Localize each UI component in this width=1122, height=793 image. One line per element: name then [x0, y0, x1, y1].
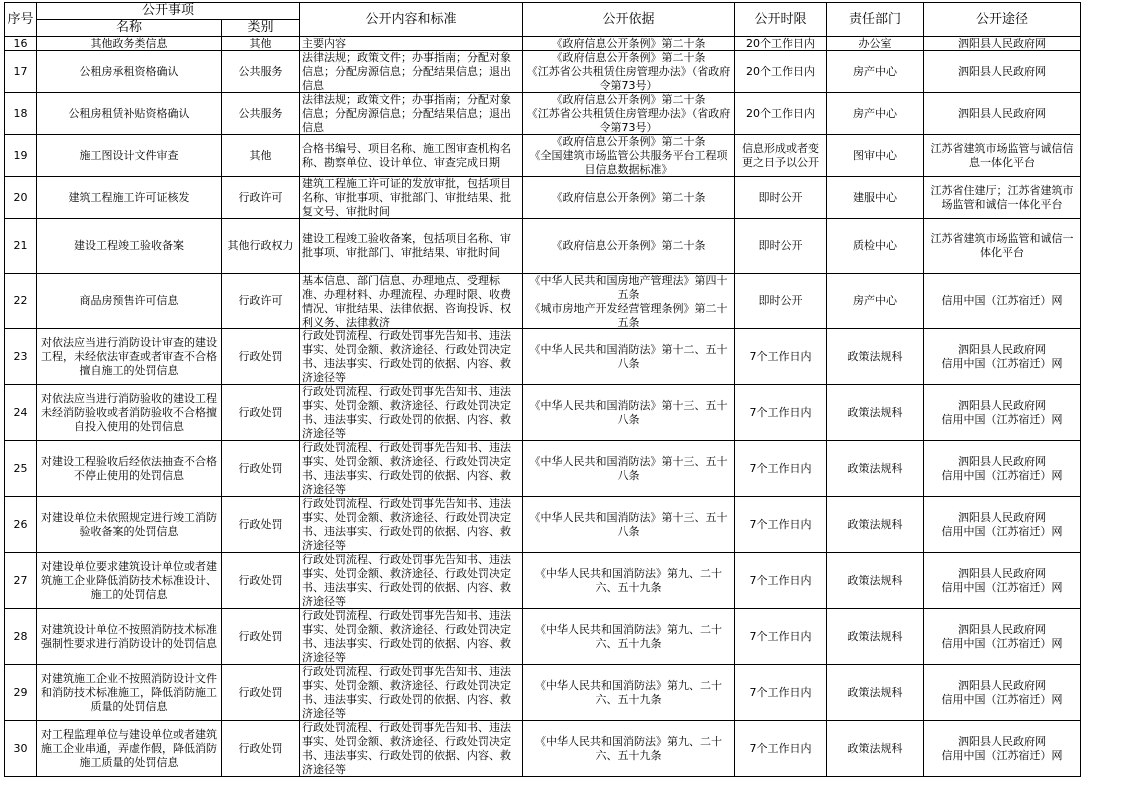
row-seq-text: 17 [13, 64, 28, 78]
row-category [222, 721, 300, 777]
row-content-text: 行政处罚流程、行政处罚事先告知书、违法事实、处罚金额、救济途径、行政处罚决定书、违法事实、行政处罚的依据、内容、救济途径等 [302, 609, 511, 664]
row-dept-text: 房产中心 [853, 64, 897, 78]
row-time [735, 553, 827, 609]
row-channel-text: 江苏省建筑市场监管与诚信信息一体化平台 [930, 141, 1074, 169]
row-seq [5, 219, 37, 274]
row-category-text: 公共服务 [238, 64, 283, 78]
row-time-text: 7个工作日内 [749, 741, 812, 755]
row-channel [924, 721, 1081, 777]
row-category [222, 177, 300, 219]
row-content-text: 行政处罚流程、行政处罚事先告知书、违法事实、处罚金额、救济途径、行政处罚决定书、违法事实、行政处罚的依据、内容、救济途径等 [302, 497, 511, 552]
header-name: 名称 [37, 20, 222, 37]
row-channel [924, 135, 1081, 177]
row-content-text: 行政处罚流程、行政处罚事先告知书、违法事实、处罚金额、救济途径、行政处罚决定书、违法事实、行政处罚的依据、内容、救济途径等 [302, 329, 511, 384]
row-channel-text: 泗阳县人民政府网 信用中国（江苏宿迁）网 [941, 622, 1063, 650]
row-channel [924, 219, 1081, 274]
row-seq [5, 609, 37, 665]
row-time [735, 93, 827, 135]
row-category-text: 行政处罚 [238, 517, 283, 531]
row-category-text: 行政处罚 [238, 349, 283, 363]
row-content-text: 行政处罚流程、行政处罚事先告知书、违法事实、处罚金额、救济途径、行政处罚决定书、违法事实、行政处罚的依据、内容、救济途径等 [302, 721, 511, 776]
row-seq [5, 665, 37, 721]
row-name [37, 665, 222, 721]
table-row [5, 665, 1081, 721]
row-channel [924, 553, 1081, 609]
row-name [37, 497, 222, 553]
row-content [300, 93, 523, 135]
row-category-text: 其他 [249, 37, 272, 50]
row-name [37, 329, 222, 385]
row-seq-text: 16 [13, 37, 28, 50]
row-basis [523, 51, 735, 93]
row-channel [924, 385, 1081, 441]
row-basis-text: 《中华人民共和国消防法》第九、二十六、五十九条 [535, 734, 722, 762]
row-dept-text: 政策法规科 [847, 349, 903, 363]
header-basis: 公开依据 [523, 3, 735, 37]
row-time [735, 51, 827, 93]
table-row [5, 93, 1081, 135]
row-category [222, 93, 300, 135]
row-category [222, 51, 300, 93]
row-name [37, 37, 222, 51]
row-dept-text: 房产中心 [853, 294, 897, 307]
row-basis [523, 497, 735, 553]
row-dept [827, 93, 924, 135]
row-category [222, 385, 300, 441]
row-seq [5, 329, 37, 385]
row-time-text: 即时公开 [758, 239, 803, 252]
row-content [300, 177, 523, 219]
row-basis-text: 《政府信息公开条例》第二十条 [551, 190, 706, 204]
row-name-text: 建筑工程施工许可证核发 [68, 190, 190, 204]
row-basis [523, 441, 735, 497]
row-seq [5, 721, 37, 777]
table-row [5, 274, 1081, 329]
row-basis-text: 《中华人民共和国消防法》第九、二十六、五十九条 [535, 622, 722, 650]
row-name [37, 135, 222, 177]
row-dept [827, 497, 924, 553]
row-name-text: 对依法应当进行消防验收的建设工程未经消防验收或者消防验收不合格擅自投入使用的处罚信息 [41, 391, 217, 433]
row-name-text: 对建设单位要求建筑设计单位或者建筑施工企业降低消防技术标准设计、施工的处罚信息 [41, 559, 217, 601]
row-basis [523, 135, 735, 177]
row-time-text: 20个工作日内 [746, 64, 815, 78]
row-dept [827, 274, 924, 329]
row-seq [5, 135, 37, 177]
row-content [300, 721, 523, 777]
row-seq-text: 19 [13, 148, 28, 162]
table-row [5, 721, 1081, 777]
row-channel-text: 泗阳县人民政府网 信用中国（江苏宿迁）网 [941, 454, 1063, 482]
row-channel-text: 泗阳县人民政府网 信用中国（江苏宿迁）网 [941, 678, 1063, 706]
row-name-text: 其他政务类信息 [90, 37, 168, 50]
header-seq: 序号 [5, 3, 37, 37]
row-channel [924, 51, 1081, 93]
row-seq-text: 22 [13, 294, 28, 307]
row-time-text: 20个工作日内 [746, 37, 815, 50]
row-category-text: 行政处罚 [238, 685, 283, 699]
row-content-text: 建筑工程施工许可证的发放审批，包括项目名称、审批事项、审批部门、审批结果、批复文号、审批时间 [302, 177, 511, 218]
row-dept-text: 图审中心 [853, 148, 897, 162]
row-seq-text: 23 [13, 349, 28, 363]
row-basis [523, 329, 735, 385]
row-category-text: 其他 [249, 148, 272, 162]
row-content [300, 609, 523, 665]
row-category-text: 行政许可 [238, 190, 283, 204]
row-basis-text: 《中华人民共和国消防法》第十三、五十八条 [529, 510, 728, 538]
header-public-item: 公开事项 [37, 3, 300, 20]
row-content [300, 497, 523, 553]
row-basis-text: 《政府信息公开条例》第二十条 《全国建筑市场监管公共服务平台工程项目信息数据标准》 [529, 135, 728, 176]
row-category-text: 行政处罚 [238, 461, 283, 475]
row-time [735, 609, 827, 665]
row-dept [827, 609, 924, 665]
row-basis-text: 《中华人民共和国房地产管理法》第四十五条 《城市房地产开发经营管理条例》第二十五条 [529, 274, 728, 328]
row-time [735, 385, 827, 441]
row-category [222, 441, 300, 497]
row-time [735, 177, 827, 219]
row-seq [5, 553, 37, 609]
header-dept: 责任部门 [827, 3, 924, 37]
row-basis-text: 《中华人民共和国消防法》第十三、五十八条 [529, 454, 728, 482]
row-name-text: 对工程监理单位与建设单位或者建筑施工企业串通，弄虚作假，降低消防施工质量的处罚信息 [41, 727, 217, 769]
header-content: 公开内容和标准 [300, 3, 523, 37]
row-category [222, 37, 300, 51]
row-channel [924, 609, 1081, 665]
row-name [37, 274, 222, 329]
row-channel [924, 665, 1081, 721]
row-channel-text: 泗阳县人民政府网 信用中国（江苏宿迁）网 [941, 398, 1063, 426]
row-seq [5, 37, 37, 51]
row-dept-text: 政策法规科 [847, 741, 903, 755]
row-content-text: 行政处罚流程、行政处罚事先告知书、违法事实、处罚金额、救济途径、行政处罚决定书、违法事实、行政处罚的依据、内容、救济途径等 [302, 553, 511, 608]
row-content [300, 665, 523, 721]
row-channel-text: 江苏省建筑市场监管和诚信一体化平台 [930, 232, 1074, 259]
row-time [735, 135, 827, 177]
row-name [37, 219, 222, 274]
row-dept-text: 房产中心 [853, 106, 897, 120]
row-channel-text: 泗阳县人民政府网 信用中国（江苏宿迁）网 [941, 734, 1063, 762]
row-name-text: 对依法应当进行消防设计审查的建设工程，未经依法审查或者审查不合格擅自施工的处罚信息 [41, 335, 217, 377]
row-dept [827, 553, 924, 609]
row-name-text: 施工图设计文件审查 [79, 148, 179, 162]
row-channel-text: 信用中国（江苏宿迁）网 [941, 294, 1063, 307]
row-time-text: 信息形成或者变更之日予以公开 [742, 141, 819, 169]
table-row [5, 37, 1081, 51]
row-channel-text: 泗阳县人民政府网 [958, 37, 1046, 50]
disclosure-table [4, 2, 1081, 777]
row-content [300, 553, 523, 609]
table-row [5, 553, 1081, 609]
row-time-text: 7个工作日内 [749, 629, 812, 643]
row-seq [5, 385, 37, 441]
row-dept-text: 政策法规科 [847, 685, 903, 699]
row-basis-text: 《政府信息公开条例》第二十条 《江苏省公共租赁住房管理办法》（省政府令第73号） [526, 93, 731, 134]
row-category-text: 行政许可 [238, 294, 283, 307]
row-category-text: 行政处罚 [238, 741, 283, 755]
row-basis-text: 《中华人民共和国消防法》第九、二十六、五十九条 [535, 566, 722, 594]
table-row [5, 177, 1081, 219]
row-basis-text: 《中华人民共和国消防法》第九、二十六、五十九条 [535, 678, 722, 706]
row-name [37, 553, 222, 609]
row-basis-text: 《政府信息公开条例》第二十条 [551, 239, 706, 252]
row-seq [5, 177, 37, 219]
row-basis-text: 《政府信息公开条例》第二十条 《江苏省公共租赁住房管理办法》（省政府令第73号） [526, 51, 731, 92]
row-basis [523, 665, 735, 721]
row-time [735, 497, 827, 553]
row-time [735, 329, 827, 385]
row-name-text: 对建设单位未依照规定进行竣工消防验收备案的处罚信息 [41, 510, 217, 538]
row-category [222, 553, 300, 609]
row-channel [924, 497, 1081, 553]
row-name-text: 建设工程竣工验收备案 [74, 239, 184, 252]
row-category [222, 274, 300, 329]
row-seq-text: 24 [13, 405, 28, 419]
row-channel [924, 177, 1081, 219]
row-content-text: 行政处罚流程、行政处罚事先告知书、违法事实、处罚金额、救济途径、行政处罚决定书、违法事实、行政处罚的依据、内容、救济途径等 [302, 385, 511, 440]
row-content-text: 法律法规；政策文件；办事指南；分配对象信息；分配房源信息；分配结果信息；退出信息 [302, 51, 511, 92]
row-channel [924, 274, 1081, 329]
row-dept [827, 135, 924, 177]
row-category [222, 497, 300, 553]
row-category-text: 行政处罚 [238, 629, 283, 643]
row-time-text: 7个工作日内 [749, 461, 812, 475]
row-time [735, 441, 827, 497]
row-dept [827, 665, 924, 721]
row-content [300, 441, 523, 497]
row-channel-text: 泗阳县人民政府网 [958, 64, 1046, 78]
row-name [37, 609, 222, 665]
row-basis [523, 385, 735, 441]
table-row [5, 609, 1081, 665]
row-seq [5, 93, 37, 135]
row-seq [5, 441, 37, 497]
row-channel-text: 泗阳县人民政府网 信用中国（江苏宿迁）网 [941, 566, 1063, 594]
row-dept [827, 329, 924, 385]
row-dept-text: 建服中心 [853, 190, 897, 204]
table-row [5, 329, 1081, 385]
row-time-text: 即时公开 [758, 294, 803, 307]
table-row [5, 219, 1081, 274]
row-dept-text: 政策法规科 [847, 405, 903, 419]
row-content [300, 274, 523, 329]
row-dept [827, 177, 924, 219]
row-channel [924, 93, 1081, 135]
row-time-text: 7个工作日内 [749, 685, 812, 699]
row-channel [924, 329, 1081, 385]
row-dept-text: 政策法规科 [847, 629, 903, 643]
table-row [5, 385, 1081, 441]
row-basis [523, 219, 735, 274]
table-row [5, 497, 1081, 553]
row-dept [827, 51, 924, 93]
row-category [222, 329, 300, 385]
row-name [37, 177, 222, 219]
row-seq-text: 25 [13, 461, 28, 475]
row-dept [827, 385, 924, 441]
row-channel-text: 江苏省住建厅；江苏省建筑市场监管和诚信一体化平台 [930, 183, 1074, 211]
row-time-text: 7个工作日内 [749, 573, 812, 587]
row-name [37, 385, 222, 441]
row-basis [523, 37, 735, 51]
row-time [735, 721, 827, 777]
row-name-text: 公租房租赁补贴资格确认 [68, 106, 190, 120]
row-category [222, 609, 300, 665]
row-content [300, 37, 523, 51]
row-time-text: 7个工作日内 [749, 349, 812, 363]
header-time: 公开时限 [735, 3, 827, 37]
row-name [37, 51, 222, 93]
row-dept-text: 政策法规科 [847, 461, 903, 475]
row-basis-text: 《中华人民共和国消防法》第十三、五十八条 [529, 398, 728, 426]
row-name-text: 商品房预售许可信息 [79, 294, 179, 307]
row-time-text: 7个工作日内 [749, 517, 812, 531]
row-name-text: 公租房承租资格确认 [79, 64, 179, 78]
row-dept [827, 219, 924, 274]
row-seq [5, 51, 37, 93]
row-content-text: 法律法规；政策文件；办事指南；分配对象信息；分配房源信息；分配结果信息；退出信息 [302, 93, 511, 134]
row-content-text: 行政处罚流程、行政处罚事先告知书、违法事实、处罚金额、救济途径、行政处罚决定书、违法事实、行政处罚的依据、内容、救济途径等 [302, 441, 511, 496]
row-basis [523, 609, 735, 665]
row-content [300, 135, 523, 177]
row-dept [827, 37, 924, 51]
row-name-text: 对建设工程验收后经依法抽查不合格不停止使用的处罚信息 [41, 454, 217, 482]
header-channel: 公开途径 [924, 3, 1081, 37]
row-category-text: 公共服务 [238, 106, 283, 120]
row-content-text: 基本信息、部门信息、办理地点、受理标准、办理材料、办理流程、办理时限、收费情况、审批结果、法律依据、咨询投诉、权利义务、法律救济 [302, 274, 511, 328]
table-row [5, 51, 1081, 93]
row-content [300, 385, 523, 441]
row-name-text: 对建筑设计单位不按照消防技术标准强制性要求进行消防设计的处罚信息 [41, 622, 217, 650]
row-dept-text: 政策法规科 [847, 517, 903, 531]
row-content [300, 329, 523, 385]
row-content-text: 合格书编号、项目名称、施工图审查机构名称、勘察单位、设计单位、审查完成日期 [302, 141, 511, 169]
row-category [222, 665, 300, 721]
row-category [222, 135, 300, 177]
row-time [735, 219, 827, 274]
table-row [5, 135, 1081, 177]
row-name [37, 721, 222, 777]
row-time-text: 20个工作日内 [746, 106, 815, 120]
row-content-text: 主要内容 [302, 37, 346, 50]
row-basis [523, 93, 735, 135]
row-channel-text: 泗阳县人民政府网 信用中国（江苏宿迁）网 [941, 510, 1063, 538]
row-basis [523, 721, 735, 777]
row-channel-text: 泗阳县人民政府网 [958, 106, 1046, 120]
row-dept-text: 质检中心 [853, 239, 897, 252]
row-seq-text: 28 [13, 629, 28, 643]
row-time [735, 274, 827, 329]
row-dept [827, 441, 924, 497]
row-time [735, 37, 827, 51]
row-channel-text: 泗阳县人民政府网 信用中国（江苏宿迁）网 [941, 342, 1063, 370]
row-category-text: 其他行政权力 [227, 239, 294, 252]
row-name [37, 441, 222, 497]
row-content-text: 行政处罚流程、行政处罚事先告知书、违法事实、处罚金额、救济途径、行政处罚决定书、违法事实、行政处罚的依据、内容、救济途径等 [302, 665, 511, 720]
row-seq-text: 21 [13, 239, 28, 252]
row-time-text: 7个工作日内 [749, 405, 812, 419]
row-name-text: 对建筑施工企业不按照消防设计文件和消防技术标准施工，降低消防施工质量的处罚信息 [41, 671, 217, 713]
row-time [735, 665, 827, 721]
row-basis [523, 274, 735, 329]
row-seq-text: 30 [13, 741, 28, 755]
header-category: 类别 [222, 20, 300, 37]
row-seq-text: 18 [13, 106, 28, 120]
row-channel [924, 37, 1081, 51]
row-category [222, 219, 300, 274]
row-content [300, 219, 523, 274]
row-category-text: 行政处罚 [238, 405, 283, 419]
row-seq-text: 20 [13, 190, 28, 204]
row-seq-text: 29 [13, 685, 28, 699]
row-basis-text: 《中华人民共和国消防法》第十二、五十八条 [529, 342, 728, 370]
row-content-text: 建设工程竣工验收备案，包括项目名称、审批事项、审批部门、审批结果、审批时间 [302, 232, 511, 259]
row-name [37, 93, 222, 135]
row-time-text: 即时公开 [758, 190, 803, 204]
row-seq-text: 27 [13, 573, 28, 587]
row-category-text: 行政处罚 [238, 573, 283, 587]
row-channel [924, 441, 1081, 497]
row-seq [5, 497, 37, 553]
row-basis [523, 553, 735, 609]
row-dept-text: 办公室 [858, 37, 892, 50]
row-basis [523, 177, 735, 219]
row-basis-text: 《政府信息公开条例》第二十条 [551, 37, 706, 50]
table-row [5, 441, 1081, 497]
row-seq-text: 26 [13, 517, 28, 531]
row-dept-text: 政策法规科 [847, 573, 903, 587]
table-body [5, 37, 1081, 777]
row-dept [827, 721, 924, 777]
row-content [300, 51, 523, 93]
row-seq [5, 274, 37, 329]
